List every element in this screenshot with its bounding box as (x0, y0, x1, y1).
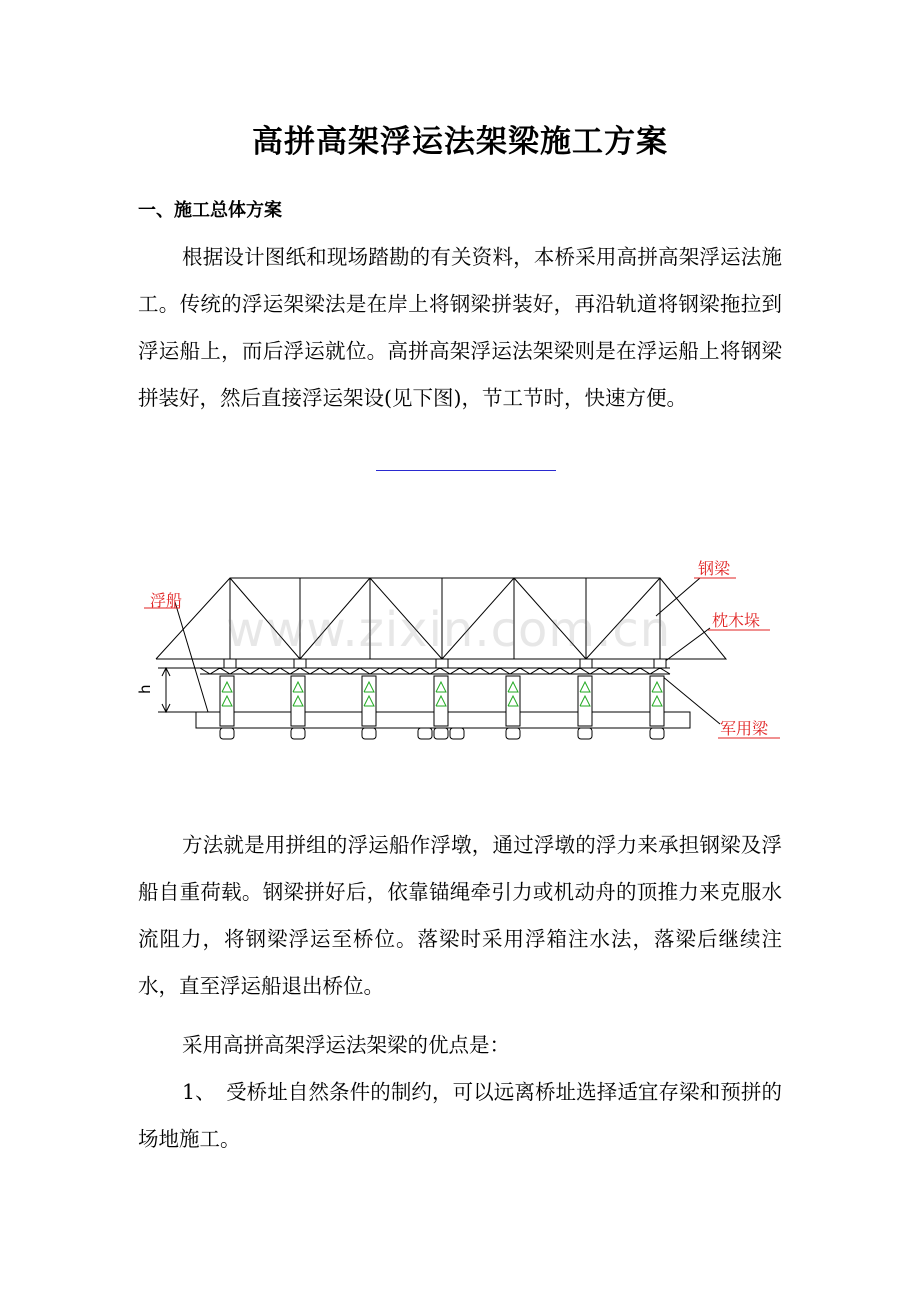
watermark: www.zixin.com.cn (226, 602, 672, 658)
document-title: 高拼高架浮运法架梁施工方案 (252, 124, 668, 160)
label-pontoon: 浮船 (150, 591, 183, 610)
paragraph-advantage-1: 1、 受桥址自然条件的制约，可以远离桥址选择适宜存梁和预拼的场地施工。 (138, 1080, 782, 1151)
paragraph-intro: 根据设计图纸和现场踏勘的有关资料，本桥采用高拼高架浮运法施工。传统的浮运架梁法是在岸上将钢梁拼装好，再沿轨道将钢梁拖拉到浮运船上，而后浮运就位。高拼高架浮运法架梁则是在浮运船上将钢梁拼装好，然后直接浮运架设(见下图)，节工节时，快速方便。 (138, 245, 782, 410)
paragraph-method: 方法就是用拼组的浮运船作浮墩，通过浮墩的浮力来承担钢梁及浮船自重荷载。钢梁拼好后，依靠锚绳牵引力或机动舟的顶推力来克服水流阻力，将钢梁浮运至桥位。落梁时采用浮箱注水法，落梁后继续注水，直至浮运船退出桥位。 (138, 833, 782, 998)
label-height: h (136, 684, 154, 694)
label-sleeper-crib: 枕木垛 (712, 611, 761, 630)
label-military-beam: 军用梁 (720, 719, 769, 738)
paragraph-advantages-intro: 采用高拼高架浮运法架梁的优点是： (182, 1033, 510, 1057)
hyperlink-underline[interactable] (376, 470, 556, 471)
label-steel-beam: 钢梁 (698, 559, 731, 578)
section-heading: 一、施工总体方案 (138, 200, 282, 221)
